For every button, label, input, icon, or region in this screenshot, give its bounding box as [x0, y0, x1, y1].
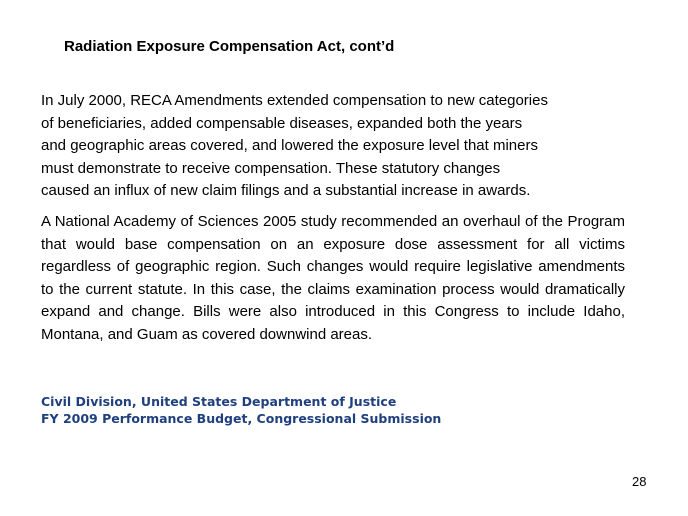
paragraph-amendments [41, 90, 631, 203]
paragraph-line: of beneficiaries, added compensable diseases, expanded both the years [41, 114, 523, 132]
source-line-division: Civil Division, United States Department of Justice [41, 394, 397, 409]
paragraph-nas-study: A National Academy of Sciences 2005 study recommended an overhaul of the Program that would base compensation on an exposure dose assessment for all victims regardless of geographic region. Such changes would require legislative amendments to the current statute. In this case, the claims examination process would dramatically expand and change. Bills were also introduced in this Congress to include Idaho, Montana, and Guam as covered downwind areas. [41, 213, 625, 343]
source-line-budget: FY 2009 Performance Budget, Congressional Submission [41, 410, 442, 426]
paragraph-line: and geographic areas covered, and lowered the exposure level that miners [41, 137, 538, 154]
page-number: 28 [632, 474, 647, 489]
slide-title: Radiation Exposure Compensation Act, cont’d [64, 38, 395, 55]
paragraph-line: must demonstrate to receive compensation. These statutory changes [41, 159, 501, 177]
paragraph-line: caused an influx of new claim filings and a substantial increase in awards. [41, 182, 531, 199]
paragraph-line: In July 2000, RECA Amendments extended compensation to new categories [41, 92, 548, 109]
source-citation [41, 394, 441, 427]
